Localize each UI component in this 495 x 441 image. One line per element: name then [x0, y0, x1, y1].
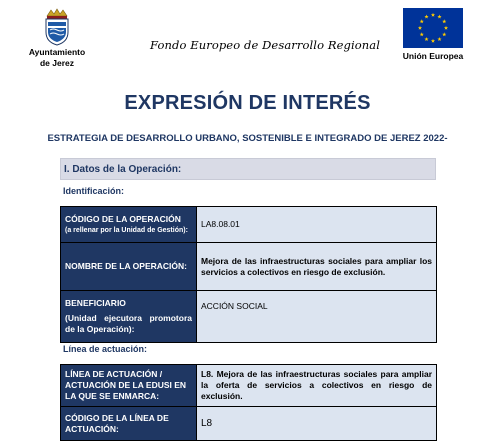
linea-actuacion-label: Línea de actuación: [63, 344, 148, 354]
table-row [61, 407, 437, 441]
table-row [61, 207, 437, 243]
eu-flag-icon [403, 8, 463, 48]
section-header [60, 158, 436, 180]
table-row [61, 291, 437, 343]
ayuntamiento-name-line1: Ayuntamiento [28, 47, 86, 57]
linea-actuacion-key: LÍNEA DE ACTUACIÓN / ACTUACIÓN DE LA EDUSI EN LA QUE SE ENMARCA: [61, 365, 197, 407]
ayuntamiento-logo [22, 8, 92, 68]
fondo-europeo-text: Fondo Europeo de Desarrollo Regional [150, 38, 381, 52]
linea-actuacion-table [60, 364, 437, 441]
table-row [61, 243, 437, 291]
nombre-operacion-label: NOMBRE DE LA OPERACIÓN: [61, 243, 197, 291]
union-europea-name: Unión Europea [402, 51, 464, 61]
beneficiario-value: ACCIÓN SOCIAL [197, 291, 437, 343]
section-title: I. Datos de la Operación: [64, 164, 182, 175]
beneficiario-label: BENEFICIARIO [65, 298, 126, 308]
beneficiario-note: (Unidad ejecutora promotora de la Operación): [65, 313, 192, 334]
table-key-cell [61, 291, 197, 343]
linea-actuacion-value: L8. Mejora de las infraestructuras sociales para ampliar la oferta de servicios a colectivos en riesgo de exclusión. [197, 365, 437, 407]
table-row [61, 365, 437, 407]
coat-of-arms-icon [43, 8, 71, 46]
union-europea-logo [402, 8, 464, 61]
identificacion-label: Identificación: [63, 186, 125, 196]
codigo-operacion-note: (a rellenar por la Unidad de Gestión): [65, 226, 188, 234]
codigo-operacion-label: CÓDIGO DE LA OPERACIÓN [65, 213, 181, 224]
document-header [0, 0, 495, 80]
identificacion-table [60, 206, 437, 343]
ayuntamiento-name-line2: de Jerez [39, 58, 75, 68]
codigo-operacion-value: LA8.08.01 [197, 207, 437, 243]
page-subtitle: ESTRATEGIA DE DESARROLLO URBANO, SOSTENIBLE E INTEGRADO DE JEREZ 2022- [47, 133, 448, 144]
nombre-operacion-value: Mejora de las infraestructuras sociales para ampliar los servicios a colectivos en riesgo de exclusión. [197, 243, 437, 291]
codigo-linea-key: CÓDIGO DE LA LÍNEA DE ACTUACIÓN: [61, 407, 197, 441]
page-title: EXPRESIÓN DE INTERÉS [124, 92, 371, 114]
codigo-linea-value: L8 [197, 407, 437, 441]
table-key-cell [61, 207, 197, 243]
